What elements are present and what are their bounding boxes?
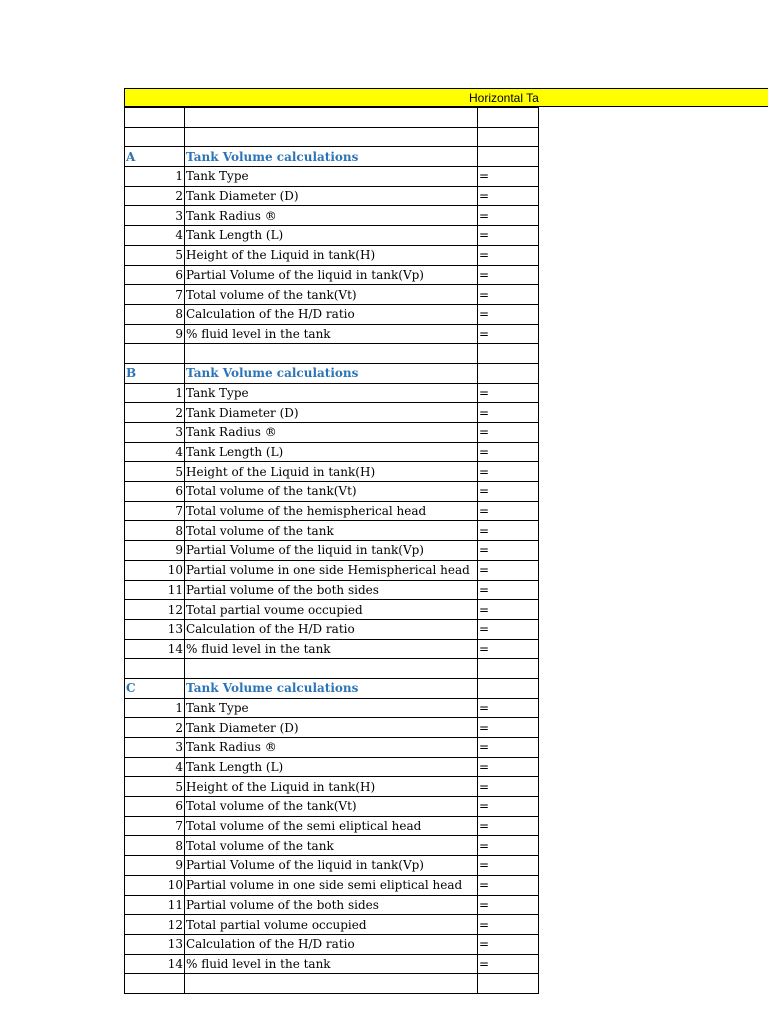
empty-cell[interactable] (125, 108, 185, 128)
row-number[interactable]: 5 (125, 245, 185, 265)
row-number[interactable]: 1 (125, 383, 185, 403)
sheet-title: Horizontal Ta (469, 91, 539, 105)
table-row (125, 915, 539, 935)
row-label[interactable]: Tank Type (185, 383, 478, 403)
row-label[interactable]: Partial volume in one side Hemispherical head (185, 560, 478, 580)
row-equals[interactable]: = (478, 698, 539, 718)
row-equals[interactable]: = (478, 265, 539, 285)
row-label[interactable]: Total partial volume occupied (185, 915, 478, 935)
row-number[interactable]: 9 (125, 856, 185, 876)
table-row (125, 482, 539, 502)
row-number[interactable]: 6 (125, 482, 185, 502)
row-equals[interactable]: = (478, 738, 539, 758)
row-equals[interactable]: = (478, 639, 539, 659)
row-number[interactable]: 3 (125, 206, 185, 226)
row-number[interactable]: 12 (125, 600, 185, 620)
section-letter[interactable]: C (125, 678, 185, 698)
row-equals[interactable]: = (478, 856, 539, 876)
row-number[interactable]: 3 (125, 738, 185, 758)
empty-cell[interactable] (125, 127, 185, 147)
empty-row (125, 659, 539, 679)
row-number[interactable]: 7 (125, 501, 185, 521)
row-label[interactable]: Height of the Liquid in tank(H) (185, 462, 478, 482)
row-equals[interactable]: = (478, 541, 539, 561)
row-label[interactable]: Tank Radius ® (185, 206, 478, 226)
section-header-row (125, 363, 539, 383)
empty-cell[interactable] (478, 678, 539, 698)
row-label[interactable]: Tank Diameter (D) (185, 403, 478, 423)
table-row (125, 698, 539, 718)
empty-cell[interactable] (478, 974, 539, 994)
section-title[interactable]: Tank Volume calculations (185, 678, 478, 698)
empty-cell[interactable] (478, 147, 539, 167)
empty-cell[interactable] (478, 344, 539, 364)
table-row (125, 245, 539, 265)
empty-cell[interactable] (125, 974, 185, 994)
empty-row (125, 974, 539, 994)
row-number[interactable]: 4 (125, 757, 185, 777)
table-row (125, 462, 539, 482)
table-row (125, 895, 539, 915)
empty-row (125, 344, 539, 364)
row-number[interactable]: 7 (125, 816, 185, 836)
table-row (125, 206, 539, 226)
row-label[interactable]: Total volume of the tank (185, 836, 478, 856)
row-label[interactable]: Tank Diameter (D) (185, 718, 478, 738)
row-number[interactable]: 1 (125, 698, 185, 718)
row-label[interactable]: Partial volume in one side semi eliptical head (185, 875, 478, 895)
table-row (125, 285, 539, 305)
section-letter[interactable]: A (125, 147, 185, 167)
row-label[interactable]: Total volume of the hemispherical head (185, 501, 478, 521)
row-label[interactable]: Tank Type (185, 167, 478, 187)
section-title[interactable]: Tank Volume calculations (185, 363, 478, 383)
row-label[interactable]: % fluid level in the tank (185, 324, 478, 344)
row-equals[interactable]: = (478, 934, 539, 954)
row-label[interactable]: Tank Length (L) (185, 442, 478, 462)
row-equals[interactable]: = (478, 383, 539, 403)
table-row (125, 521, 539, 541)
table-row (125, 304, 539, 324)
row-label[interactable]: Tank Length (L) (185, 757, 478, 777)
row-number[interactable]: 8 (125, 304, 185, 324)
row-equals[interactable]: = (478, 482, 539, 502)
table-row (125, 501, 539, 521)
header-bar (124, 88, 768, 107)
table-row (125, 934, 539, 954)
row-equals[interactable]: = (478, 226, 539, 246)
row-label[interactable]: Partial Volume of the liquid in tank(Vp) (185, 265, 478, 285)
row-equals[interactable]: = (478, 186, 539, 206)
empty-cell[interactable] (478, 363, 539, 383)
row-equals[interactable]: = (478, 501, 539, 521)
empty-cell[interactable] (125, 344, 185, 364)
table-row (125, 738, 539, 758)
row-equals[interactable]: = (478, 600, 539, 620)
empty-cell[interactable] (185, 108, 478, 128)
empty-cell[interactable] (478, 659, 539, 679)
row-label[interactable]: Tank Radius ® (185, 423, 478, 443)
row-number[interactable]: 6 (125, 797, 185, 817)
row-equals[interactable]: = (478, 619, 539, 639)
section-header-row (125, 147, 539, 167)
empty-row (125, 127, 539, 147)
row-number[interactable]: 8 (125, 521, 185, 541)
row-number[interactable]: 4 (125, 226, 185, 246)
row-label[interactable]: Partial Volume of the liquid in tank(Vp) (185, 856, 478, 876)
row-equals[interactable]: = (478, 777, 539, 797)
row-equals[interactable]: = (478, 915, 539, 935)
table-row (125, 777, 539, 797)
row-number[interactable]: 4 (125, 442, 185, 462)
table-row (125, 226, 539, 246)
section-header-row (125, 678, 539, 698)
row-equals[interactable]: = (478, 954, 539, 974)
row-number[interactable]: 10 (125, 875, 185, 895)
row-label[interactable]: Partial volume of the both sides (185, 895, 478, 915)
table-row (125, 856, 539, 876)
row-number[interactable]: 7 (125, 285, 185, 305)
row-equals[interactable]: = (478, 836, 539, 856)
row-label[interactable]: Total volume of the tank(Vt) (185, 285, 478, 305)
row-number[interactable]: 2 (125, 718, 185, 738)
row-equals[interactable]: = (478, 797, 539, 817)
row-label[interactable]: Total volume of the tank(Vt) (185, 482, 478, 502)
row-number[interactable]: 2 (125, 403, 185, 423)
row-label[interactable]: Tank Radius ® (185, 738, 478, 758)
row-number[interactable]: 14 (125, 954, 185, 974)
row-label[interactable]: Height of the Liquid in tank(H) (185, 777, 478, 797)
row-equals[interactable]: = (478, 324, 539, 344)
table-row (125, 324, 539, 344)
row-label[interactable]: Height of the Liquid in tank(H) (185, 245, 478, 265)
row-label[interactable]: Total volume of the tank(Vt) (185, 797, 478, 817)
row-number[interactable]: 10 (125, 560, 185, 580)
row-equals[interactable]: = (478, 462, 539, 482)
row-label[interactable]: Partial Volume of the liquid in tank(Vp) (185, 541, 478, 561)
row-equals[interactable]: = (478, 206, 539, 226)
row-equals[interactable]: = (478, 167, 539, 187)
row-number[interactable]: 12 (125, 915, 185, 935)
table-row (125, 541, 539, 561)
row-number[interactable]: 11 (125, 895, 185, 915)
row-equals[interactable]: = (478, 423, 539, 443)
row-label[interactable]: Tank Type (185, 698, 478, 718)
row-label[interactable]: % fluid level in the tank (185, 954, 478, 974)
row-label[interactable]: Total volume of the semi eliptical head (185, 816, 478, 836)
row-equals[interactable]: = (478, 560, 539, 580)
row-label[interactable]: Calculation of the H/D ratio (185, 304, 478, 324)
row-equals[interactable]: = (478, 245, 539, 265)
table-row (125, 797, 539, 817)
table-row (125, 600, 539, 620)
table-row (125, 816, 539, 836)
row-number[interactable]: 5 (125, 777, 185, 797)
empty-cell[interactable] (185, 659, 478, 679)
row-number[interactable]: 14 (125, 639, 185, 659)
empty-cell[interactable] (125, 659, 185, 679)
table-row (125, 186, 539, 206)
row-number[interactable]: 5 (125, 462, 185, 482)
table-row (125, 836, 539, 856)
empty-cell[interactable] (185, 127, 478, 147)
table-row (125, 718, 539, 738)
empty-cell[interactable] (478, 127, 539, 147)
row-equals[interactable]: = (478, 895, 539, 915)
table-row (125, 639, 539, 659)
row-number[interactable]: 13 (125, 934, 185, 954)
row-equals[interactable]: = (478, 816, 539, 836)
row-number[interactable]: 6 (125, 265, 185, 285)
row-equals[interactable]: = (478, 285, 539, 305)
row-label[interactable]: Total volume of the tank (185, 521, 478, 541)
row-number[interactable]: 1 (125, 167, 185, 187)
row-label[interactable]: Tank Diameter (D) (185, 186, 478, 206)
row-equals[interactable]: = (478, 580, 539, 600)
row-label[interactable]: Total partial voume occupied (185, 600, 478, 620)
empty-row (125, 108, 539, 128)
calculation-table (124, 107, 539, 994)
row-label[interactable]: Partial volume of the both sides (185, 580, 478, 600)
row-equals[interactable]: = (478, 304, 539, 324)
table-row (125, 875, 539, 895)
table-row (125, 383, 539, 403)
row-number[interactable]: 2 (125, 186, 185, 206)
row-label[interactable]: Calculation of the H/D ratio (185, 619, 478, 639)
row-number[interactable]: 9 (125, 324, 185, 344)
row-number[interactable]: 11 (125, 580, 185, 600)
table-row (125, 619, 539, 639)
table-row (125, 954, 539, 974)
table-row (125, 560, 539, 580)
table-row (125, 403, 539, 423)
empty-cell[interactable] (185, 974, 478, 994)
table-row (125, 265, 539, 285)
row-number[interactable]: 9 (125, 541, 185, 561)
table-row (125, 442, 539, 462)
section-title[interactable]: Tank Volume calculations (185, 147, 478, 167)
row-equals[interactable]: = (478, 403, 539, 423)
empty-cell[interactable] (478, 108, 539, 128)
row-label[interactable]: Tank Length (L) (185, 226, 478, 246)
row-number[interactable]: 13 (125, 619, 185, 639)
row-equals[interactable]: = (478, 718, 539, 738)
row-label[interactable]: % fluid level in the tank (185, 639, 478, 659)
row-equals[interactable]: = (478, 875, 539, 895)
section-letter[interactable]: B (125, 363, 185, 383)
row-number[interactable]: 3 (125, 423, 185, 443)
table-row (125, 757, 539, 777)
row-equals[interactable]: = (478, 442, 539, 462)
row-number[interactable]: 8 (125, 836, 185, 856)
row-label[interactable]: Calculation of the H/D ratio (185, 934, 478, 954)
table-row (125, 167, 539, 187)
row-equals[interactable]: = (478, 757, 539, 777)
empty-cell[interactable] (185, 344, 478, 364)
table-row (125, 580, 539, 600)
row-equals[interactable]: = (478, 521, 539, 541)
table-row (125, 423, 539, 443)
